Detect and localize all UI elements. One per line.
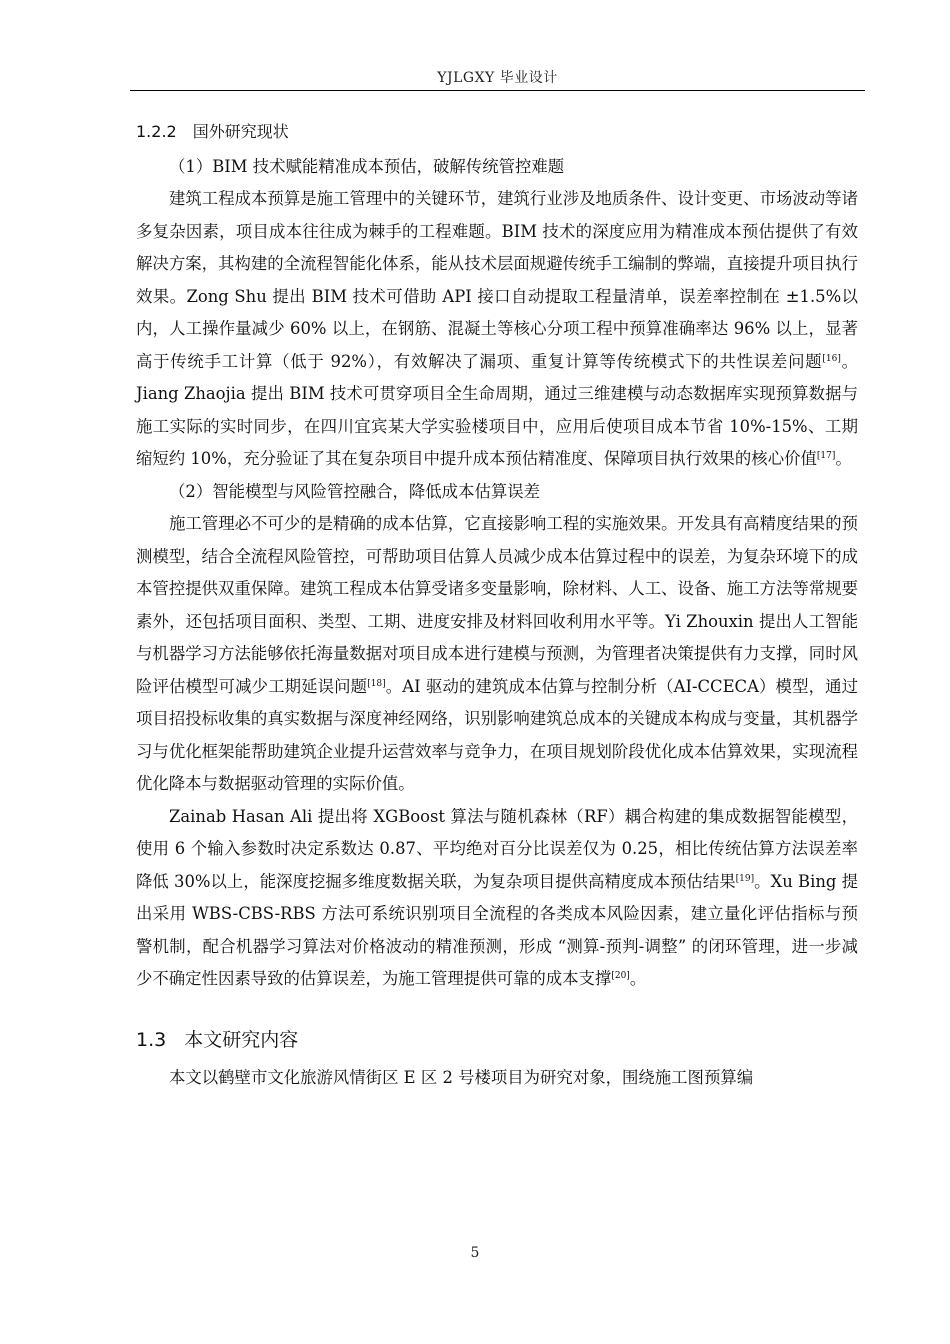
citation-19: [19]	[735, 873, 755, 884]
paragraph-3-text: Zainab Hasan Ali 提出将 XGBoost 算法与随机森林（RF）耦合构建的集成数据智能模型，使用 6 个输入参数时决定系数达 0.87、平均绝对百分比误差仅为 0.25，相比传统估算方法误差率降低 30%以上，能深度挖掘多维度数据关联，为复杂项目提供高精度成本预估结果	[136, 806, 858, 891]
section-number: 1.2.2	[136, 122, 177, 141]
section-title: 本文研究内容	[184, 1028, 299, 1051]
paragraph-2-text-2: 。AI 驱动的建筑成本估算与控制分析（AI-CCECA）模型，通过项目招投标收集的真实数据与深度神经网络，识别影响建筑总成本的关键成本构成与变量，其机器学习与优化框架能帮助建筑企业提升运营效率与竞争力，在项目规划阶段优化成本估算效果，实现流程优化降本与数据驱动管理的实际价值。	[136, 676, 859, 793]
citation-16: [16]	[822, 353, 841, 364]
citation-18: [18]	[367, 678, 386, 689]
section-heading-1-2-2	[136, 116, 858, 149]
paragraph-1-end: 。	[835, 449, 852, 468]
section-title: 国外研究现状	[192, 122, 289, 141]
section-heading-1-3	[136, 1022, 858, 1058]
citation-20: [20]	[611, 971, 630, 981]
section-number: 1.3	[136, 1028, 167, 1051]
page-header: YJLGXY 毕业设计	[437, 70, 558, 86]
paragraph-4: 本文以鹤壁市文化旅游风情街区 E 区 2 号楼项目为研究对象，围绕施工图预算编	[169, 1067, 754, 1087]
page-number: 5	[470, 1245, 480, 1261]
paragraph-2-text: 施工管理必不可少的是精确的成本估算，它直接影响工程的实施效果。开发具有高精度结果的预测模型，结合全流程风险管控，可帮助项目估算人员减少成本估算过程中的误差，为复杂环境下的成本管控提供双重保障。建筑工程成本估算受诸多变量影响，除材料、人工、设备、施工方法等常规要素外，还包括项目面积、类型、工期、进度安排及材料回收利用水平等。Yi Zhouxin 提出人工智能与机器学习方法能够依托海量数据对项目成本进行建模与预测，为管理者决策提供有力支撑，同时风险评估模型可减少工期延误问题	[136, 514, 858, 696]
citation-17: [17]	[816, 451, 836, 461]
paragraph-1-text: 建筑工程成本预算是施工管理中的关键环节，建筑行业涉及地质条件、设计变更、市场波动等诸多复杂因素，项目成本往往成为棘手的工程难题。BIM 技术的深度应用为精准成本预估提供了有效解决方案，其构建的全流程智能化体系，能从技术层面规避传统手工编制的弊端，直接提升项目执行效果。Zong Shu 提出 BIM 技术可借助 API 接口自动提取工程量清单，误差率控制在 ±1.5%以内，人工操作量减少 60% 以上，在钢筋、混凝土等核心分项工程中预算准确率达 96% 以上，显著高于传统手工计算（低于 92%），有效解决了漏项、重复计算等传统模式下的共性误差问题	[136, 189, 858, 371]
header-rule	[130, 90, 865, 91]
paragraph-3-text-2: 。Xu Bing 提出采用 WBS-CBS-RBS 方法可系统识别项目全流程的各类成本风险因素，建立量化评估指标与预警机制，配合机器学习算法对价格波动的精准预测，形成 “测算-预判-调整” 的闭环管理，进一步减少不确定性因素导致的估算误差，为施工管理提供可靠的成本支撑	[136, 871, 859, 988]
paragraph-1-text-2: 。Jiang Zhaojia 提出 BIM 技术可贯穿项目全生命周期，通过三维建模与动态数据库实现预算数据与施工实际的实时同步，在四川宜宾某大学实验楼项目中，应用后使项目成本节省 10%-15%、工期缩短约 10%，充分验证了其在复杂项目中提升成本预估精准度、保障项目执行效果的核心价值	[136, 351, 858, 468]
paragraph-3-end: 。	[629, 969, 647, 988]
paragraph-1	[136, 183, 858, 476]
paragraph-2	[136, 508, 858, 801]
paragraph-3	[136, 801, 858, 996]
page-content	[136, 116, 858, 1094]
subheading-2: （2）智能模型与风险管控融合，降低成本估算误差	[169, 481, 541, 501]
subheading-1: （1）BIM 技术赋能精准成本预估，破解传统管控难题	[169, 156, 565, 176]
